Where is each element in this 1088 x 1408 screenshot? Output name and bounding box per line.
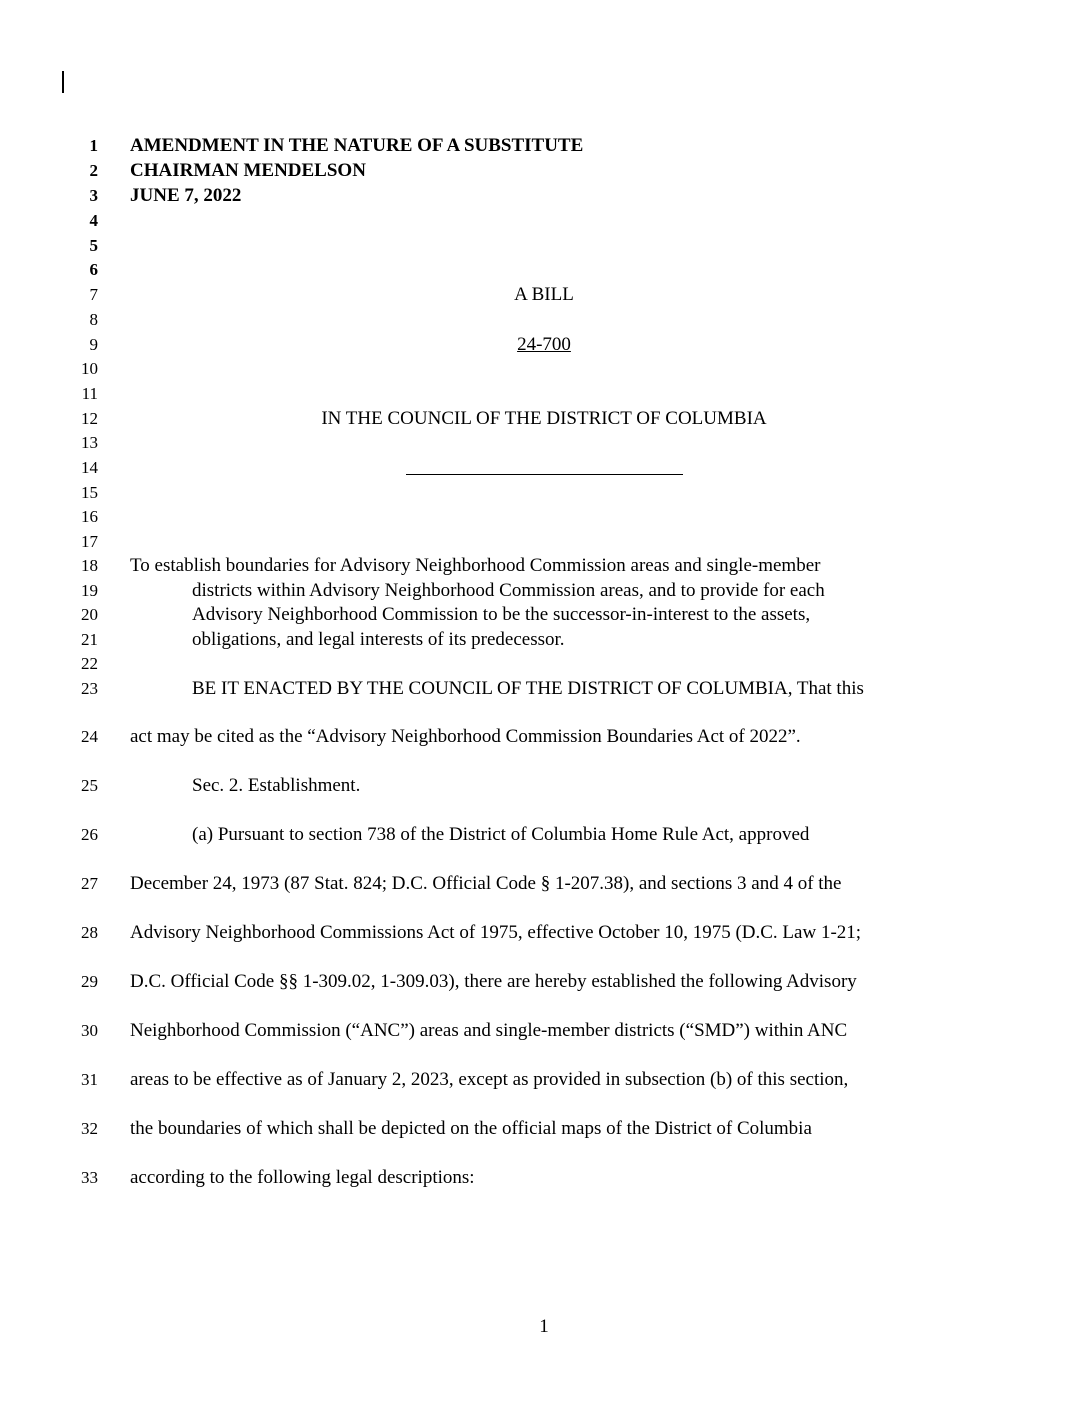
line-number: 20 (81, 605, 98, 624)
enacting-clause: BE IT ENACTED BY THE COUNCIL OF THE DISTRICT OF COLUMBIA, That this (192, 678, 864, 699)
bill-number: 24-700 (517, 334, 571, 355)
line-number: 10 (81, 359, 98, 378)
page-number: 1 (539, 1316, 549, 1337)
line-number: 21 (81, 630, 98, 649)
line-number: 30 (81, 1021, 98, 1040)
body-line: the boundaries of which shall be depicted on the official maps of the District of Columbia (130, 1118, 812, 1139)
line-number: 23 (81, 679, 98, 698)
revision-change-bar (62, 71, 64, 93)
signature-line (406, 474, 683, 475)
line-number: 16 (81, 507, 98, 526)
long-title-line: To establish boundaries for Advisory Neighborhood Commission areas and single-member (130, 555, 821, 576)
line-number: 19 (81, 581, 98, 600)
line-number: 33 (81, 1168, 98, 1187)
line-number: 27 (81, 874, 98, 893)
line-number: 28 (81, 923, 98, 942)
line-number: 31 (81, 1070, 98, 1089)
body-line: act may be cited as the “Advisory Neighborhood Commission Boundaries Act of 2022”. (130, 726, 801, 747)
line-number: 2 (89, 161, 98, 180)
body-line: D.C. Official Code §§ 1-309.02, 1-309.03), there are hereby established the following Advisory (130, 971, 857, 992)
sponsor-heading: CHAIRMAN MENDELSON (130, 160, 366, 181)
body-line: Advisory Neighborhood Commissions Act of 1975, effective October 10, 1975 (D.C. Law 1-21; (130, 922, 862, 943)
line-number: 32 (81, 1119, 98, 1138)
long-title-line: obligations, and legal interests of its predecessor. (192, 629, 565, 650)
date-heading: JUNE 7, 2022 (130, 185, 242, 206)
body-line: (a) Pursuant to section 738 of the District of Columbia Home Rule Act, approved (192, 824, 810, 845)
line-number: 29 (81, 972, 98, 991)
body-line: according to the following legal descriptions: (130, 1167, 475, 1188)
line-number: 8 (89, 310, 98, 329)
line-number: 24 (81, 727, 98, 746)
body-line: Neighborhood Commission (“ANC”) areas and single-member districts (“SMD”) within ANC (130, 1020, 848, 1041)
council-heading: IN THE COUNCIL OF THE DISTRICT OF COLUMBIA (321, 408, 767, 429)
line-number: 11 (81, 384, 98, 403)
line-number: 12 (81, 409, 98, 428)
long-title-line: districts within Advisory Neighborhood Commission areas, and to provide for each (192, 580, 825, 601)
line-number: 17 (81, 532, 98, 551)
body-line: December 24, 1973 (87 Stat. 824; D.C. Official Code § 1-207.38), and sections 3 and 4 of the (130, 873, 842, 894)
line-number: 1 (89, 136, 98, 155)
line-number: 15 (81, 483, 98, 502)
line-number: 7 (89, 285, 98, 304)
line-number: 3 (89, 186, 98, 205)
line-number: 26 (81, 825, 98, 844)
line-number: 5 (89, 236, 98, 255)
amendment-heading: AMENDMENT IN THE NATURE OF A SUBSTITUTE (130, 135, 584, 156)
line-number: 25 (81, 776, 98, 795)
section-heading: Sec. 2. Establishment. (192, 775, 361, 796)
line-number: 13 (81, 433, 98, 452)
line-number: 9 (89, 335, 98, 354)
line-number: 4 (89, 211, 98, 230)
long-title-line: Advisory Neighborhood Commission to be the successor-in-interest to the assets, (192, 604, 811, 625)
body-line: areas to be effective as of January 2, 2023, except as provided in subsection (b) of this section, (130, 1069, 849, 1090)
bill-label: A BILL (514, 284, 574, 305)
line-number: 14 (81, 458, 98, 477)
line-number: 6 (89, 260, 98, 279)
line-number: 22 (81, 654, 98, 673)
line-number: 18 (81, 556, 98, 575)
